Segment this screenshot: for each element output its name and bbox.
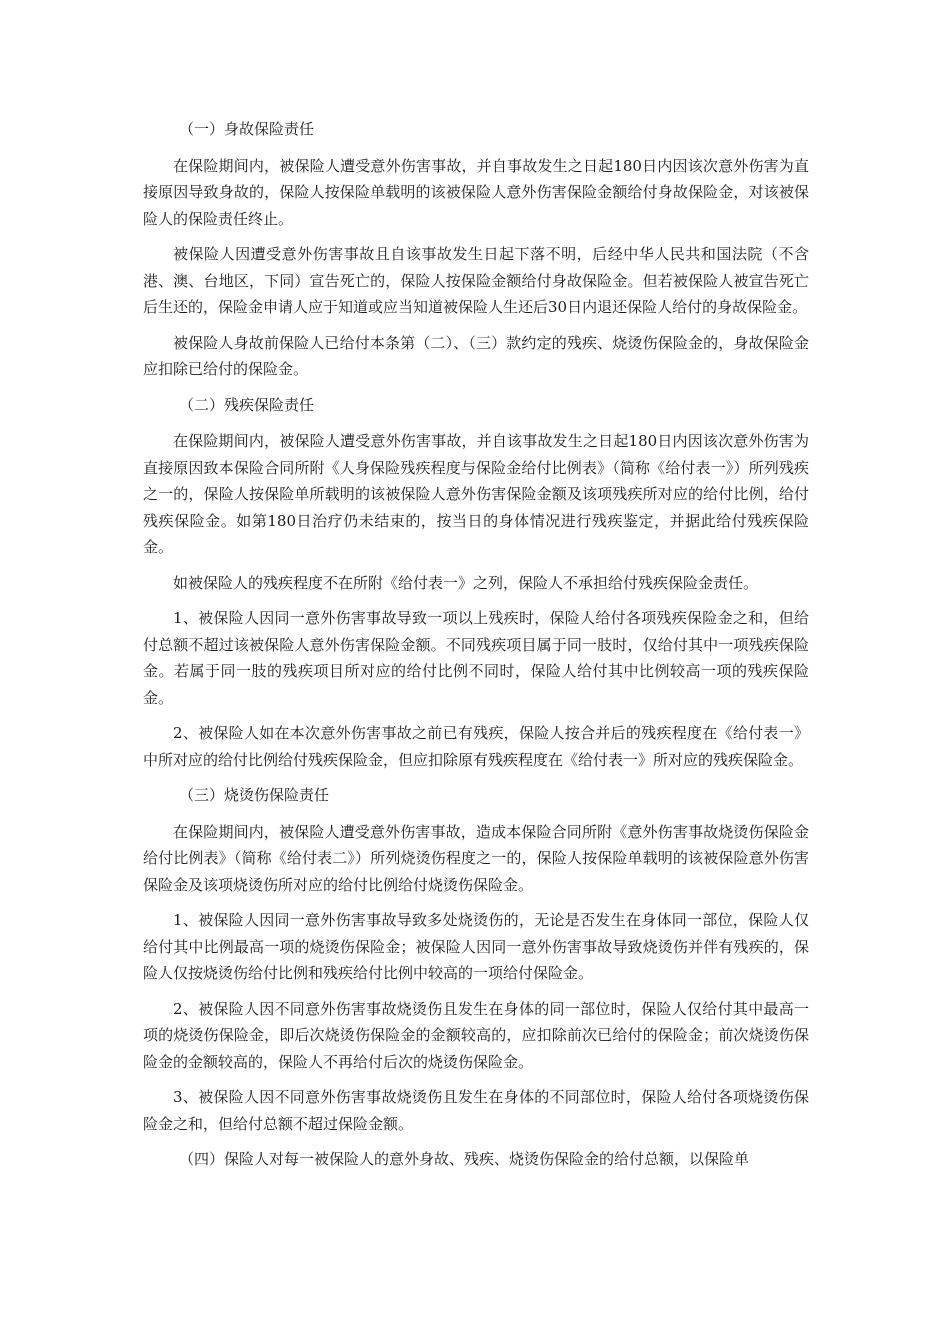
section-heading-disability-liability: （二）残疾保险责任 [179, 395, 315, 414]
paragraph: 1、被保险人因同一意外伤害事故导致一项以上残疾时，保险人给付各项残疾保险金之和，但给付总额不超过该被保险人意外伤害保险金额。不同残疾项目属于同一肢时，仅给付其中一项残疾保险金。若属于同一肢的残疾项目所对应的给付比例不同时，保险人给付其中比例较高一项的残疾保险金。 [143, 609, 809, 707]
paragraph: 3、被保险人因不同意外伤害事故烧烫伤且发生在身体的不同部位时，保险人给付各项烧烫伤保险金之和，但给付总额不超过保险金额。 [143, 1088, 809, 1133]
section-heading-total-limit: （四）保险人对每一被保险人的意外身故、残疾、烧烫伤保险金的给付总额，以保险单 [179, 1150, 750, 1168]
section-heading-burn-liability: （三）烧烫伤保险责任 [179, 786, 330, 804]
paragraph: 被保险人身故前保险人已给付本条第（二）、（三）款约定的残疾、烧烫伤保险金的，身故保险金应扣除已给付的保险金。 [143, 333, 809, 378]
paragraph: 被保险人因遭受意外伤害事故且自该事故发生日起下落不明，后经中华人民共和国法院（不含港、澳、台地区，下同）宣告死亡的，保险人按保险金额给付身故保险金。但若被保险人被宣告死亡后生还的，保险金申请人应于知道或应当知道被保险人生还后30日内退还保险人给付的身故保险金。 [143, 245, 809, 316]
section-heading-death-liability: （一）身故保险责任 [179, 120, 315, 138]
paragraph: 2、被保险人如在本次意外伤害事故之前已有残疾，保险人按合并后的残疾程度在《给付表一》中所对应的给付比例给付残疾保险金，但应扣除原有残疾程度在《给付表一》所对应的残疾保险金。 [143, 724, 809, 769]
paragraph: 在保险期间内，被保险人遭受意外伤害事故，并自该事故发生之日起180日内因该次意外伤害为直接原因致本保险合同所附《人身保险残疾程度与保险金给付比例表》（简称《给付表一》）所列残疾之一的，保险人按保险单所载明的该被保险人意外伤害保险金额及该项残疾所对应的给付比例，给付残疾保险金。如第180日治疗仍未结束的，按当日的身体情况进行残疾鉴定，并据此给付残疾保险金。 [143, 432, 809, 556]
paragraph: 在保险期间内，被保险人遭受意外伤害事故，造成本保险合同所附《意外伤害事故烧烫伤保险金给付比例表》（简称《给付表二》）所列烧烫伤程度之一的，保险人按保险单载明的该被保险意外伤害保险金及该项烧烫伤所对应的给付比例给付烧烫伤保险金。 [143, 822, 809, 894]
paragraph: 1、被保险人因同一意外伤害事故导致多处烧烫伤的，无论是否发生在身体同一部位，保险人仅给付其中比例最高一项的烧烫伤保险金；被保险人因同一意外伤害事故导致烧烫伤并伴有残疾的，保险人仅按烧烫伤给付比例和残疾给付比例中较高的一项给付保险金。 [143, 911, 809, 982]
paragraph: 2、被保险人因不同意外伤害事故烧烫伤且发生在身体的同一部位时，保险人仅给付其中最高一项的烧烫伤保险金，即后次烧烫伤保险金的金额较高的，应扣除前次已给付的保险金；前次烧烫伤保险金的金额较高的，保险人不再给付后次的烧烫伤保险金。 [143, 999, 809, 1071]
document-body [143, 116, 809, 1183]
paragraph: 在保险期间内，被保险人遭受意外伤害事故，并自事故发生之日起180日内因该次意外伤害为直接原因导致身故的，保险人按保险单载明的该被保险人意外伤害保险金额给付身故保险金，对该被保险人的保险责任终止。 [143, 156, 809, 228]
paragraph: 如被保险人的残疾程度不在所附《给付表一》之列，保险人不承担给付残疾保险金责任。 [173, 573, 759, 592]
